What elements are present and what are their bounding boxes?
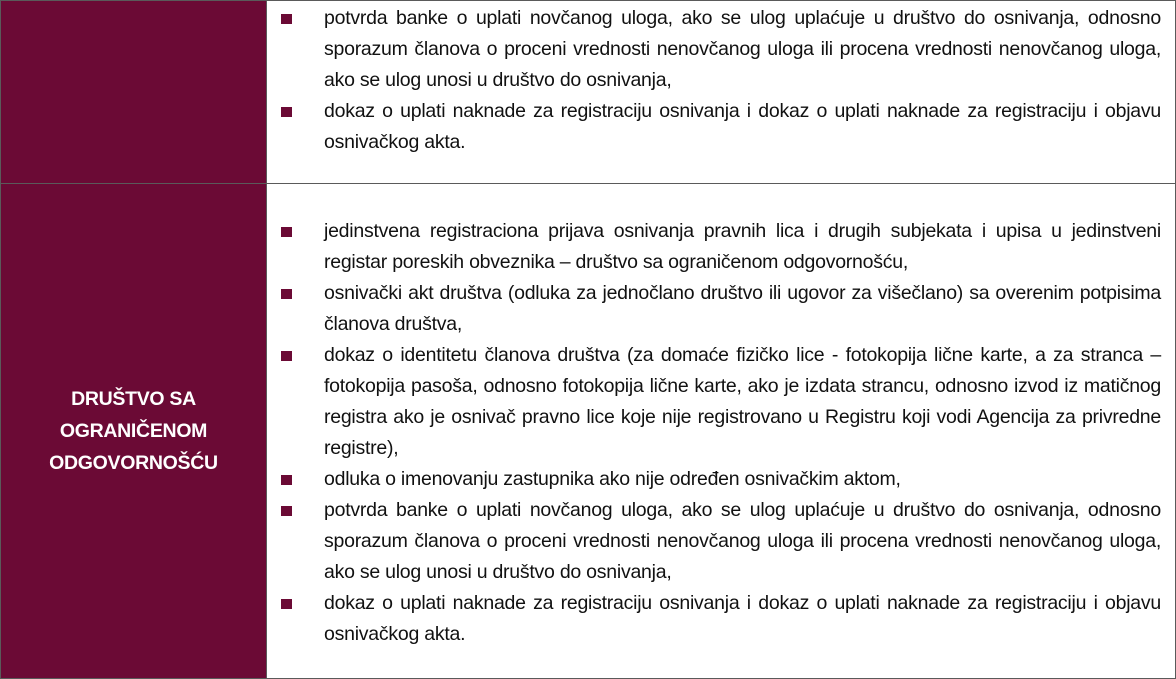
square-bullet-icon xyxy=(281,227,292,237)
square-bullet-icon xyxy=(281,14,292,24)
list-item-text: osnivački akt društva (odluka za jednočlano društvo ili ugovor za višečlano) sa overenim potpisima članova društva, xyxy=(324,282,1161,335)
list-item-text: jedinstvena registraciona prijava osnivanja pravnih lica i drugih subjekata i upisa u jedinstveni registar poreskih obveznika – društvo sa ograničenom odgovornošću, xyxy=(324,220,1161,273)
square-bullet-icon xyxy=(281,599,292,609)
list-item xyxy=(267,278,1175,340)
list-item xyxy=(267,216,1175,278)
list-item xyxy=(267,96,1175,158)
list-item-text: dokaz o uplati naknade za registraciju osnivanja i dokaz o uplati naknade za registraciju i objavu osnivačkog akta. xyxy=(324,100,1161,153)
list-item xyxy=(267,495,1175,588)
square-bullet-icon xyxy=(281,289,292,299)
requirements-list xyxy=(267,212,1175,650)
list-item-text: dokaz o identitetu članova društva (za domaće fizičko lice - fotokopija lične karte, a za stranca – fotokopija pasoša, odnosno fotokopija lične karte, ako je izdata strancu, odnosno izvod iz matičnog registra ako je osnivač pravno lice koje nije registrovano u Registru koji vodi Agencija za privredne registre), xyxy=(324,344,1161,459)
list-item xyxy=(267,588,1175,650)
square-bullet-icon xyxy=(281,351,292,361)
company-type-label-cell: DRUŠTVO SA OGRANIČENOM ODGOVORNOŠĆU xyxy=(1,184,267,679)
list-item xyxy=(267,340,1175,464)
list-item xyxy=(267,464,1175,495)
requirements-cell xyxy=(267,1,1176,184)
requirements-cell xyxy=(267,184,1176,679)
square-bullet-icon xyxy=(281,506,292,516)
list-item-text: odluka o imenovanju zastupnika ako nije određen osnivačkim aktom, xyxy=(324,468,901,490)
table-row xyxy=(1,1,1176,184)
list-item-text: potvrda banke o uplati novčanog uloga, ako se ulog uplaćuje u društvo do osnivanja, odnosno sporazum članova o proceni vrednosti nenovčanog uloga ili procena vrednosti nenovčanog uloga, ako se ulog unosi u društvo do osnivanja, xyxy=(324,499,1161,583)
table-row xyxy=(1,184,1176,679)
list-item-text: potvrda banke o uplati novčanog uloga, ako se ulog uplaćuje u društvo do osnivanja, odnosno sporazum članova o proceni vrednosti nenovčanog uloga ili procena vrednosti nenovčanog uloga, ako se ulog unosi u društvo do osnivanja, xyxy=(324,7,1161,91)
list-item-text: dokaz o uplati naknade za registraciju osnivanja i dokaz o uplati naknade za registraciju i objavu osnivačkog akta. xyxy=(324,592,1161,645)
square-bullet-icon xyxy=(281,475,292,485)
square-bullet-icon xyxy=(281,107,292,117)
requirements-list xyxy=(267,1,1175,158)
list-item xyxy=(267,3,1175,96)
company-type-label-cell xyxy=(1,1,267,184)
